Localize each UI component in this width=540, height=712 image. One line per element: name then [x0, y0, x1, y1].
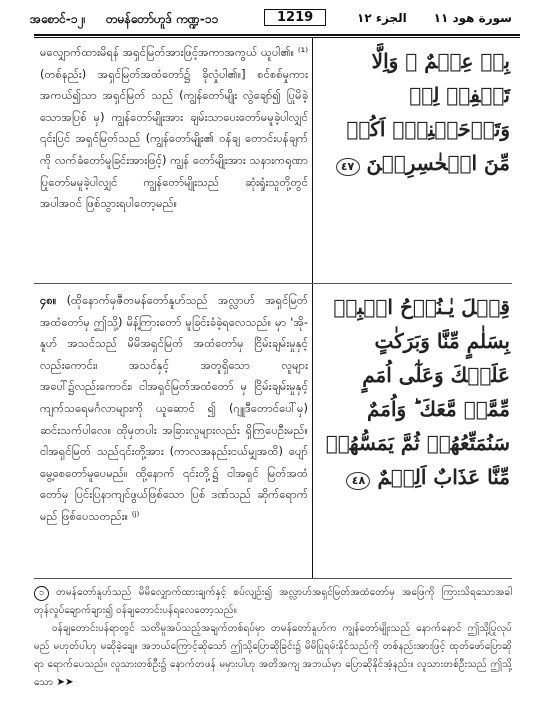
header-divider — [34, 34, 520, 36]
translation-text: (ထိုနောက်မှဇီတမန်တော်နူဟ်သည် အလ္လာဟ် အရှင်မြတ် အထံတော်မှ ဤသို့) မိန့်ကြားတော် မူခြင်းခံခဲ့ရလေသည်။ မှာ 'အို-နူဟ် အသင်သည် မိမိအရှင်မြတ် အထံတော်မှ ငြိမ်းချမ်းမှုနှင့်လည်းကောင်း၊ အသင်နှင့် အတူရှိသော လူများအပေါ်၌လည်းကောင်း၊ ငါအရှင်မြတ်အထံတော် မှ ငြိမ်းချမ်းမှုနှင့် ကျက်သရေမင်္ဂလာများကို ယူဆောင် ၍ (ဂျူဒီတောင်ပေါ်မှ) ဆင်းသက်ပါလေ။ ထိုမှတပါး အခြားလူများလည်း ရှိကြပေဦးမည်။ ငါအရှင်မြတ် သည်၎င်းတို့အား (ကာလအနည်းငယ်မျှအထိ) ပျော် မွေ့စေတော်မူပေမည်။ ထို့နောက် ၎င်းတို့၌ ငါအရှင် မြတ်အထံတော်မှ ပြင်းပြနာကျင်ဖွယ်ဖြစ်သော ပြစ် ဒဏ်သည် ဆိုက်ရောက်မည် ဖြစ်ပေသတည်း။ ⁽ʲ⁾ — [40, 293, 309, 523]
header-section-title: တမန်တော်ဟူဒ် ကဏ္ဍ-၁၁ — [106, 12, 219, 26]
ayah-number-marker: ٤٨ — [346, 472, 370, 490]
arabic-verse-48 — [318, 290, 510, 489]
arabic-text: قِيۡلَ يٰـنُوۡحُ اهۡبِطۡ بِسَلٰمٍ مِّنَّا وَبَرَكٰتٍ عَلَيۡكَ وَعَلٰٓى اُمَمٍ مِّمَّنۡ مَّعَكَ ؕ وَاُمَمٌ سَنُمَتِّعُهُمۡ ثُمَّ يَمَسُّهُمۡ مِّنَّا عَذَابٌ اَلِيۡمٌ — [325, 295, 510, 489]
page-header — [22, 8, 518, 30]
arabic-verse-47 — [318, 44, 510, 175]
header-juz: الجزء ١٢ — [357, 11, 407, 25]
footnote-line-1: တမန်တော်နူဟ်သည် မိမိလျှောက်ထားချက်နှင့် စပ်လျဉ်း၍ အလ္လာဟ်အရှင်မြတ်အထံတော်မှ အဖြေကို ကြားသိရသောအခါ တုန်လှုပ်ချောက်ချား၍ ဝန်ချတောင်းပန်ရလေတော့သည်။ — [34, 587, 512, 616]
verse-label: ၄၈။ — [40, 293, 57, 307]
arabic-text: بِهٖ عِلۡمٌ ۗ وَاِلَّا تَغۡفِرۡ لِىۡ وَتَرۡحَمۡنِىۡۤ اَكُنۡ مِّنَ الۡخٰسِرِيۡنَ — [346, 49, 510, 175]
footnote — [34, 584, 512, 692]
footnote-marker: ၁ — [34, 586, 49, 601]
header-volume: အစောင်-၁၂၊ — [30, 12, 86, 26]
footnote-line-2: ဝန်ချတောင်းပန်ရာတွင် သတိမူအပ်သည့်အချက်တစ်ရပ်မှာ တမန်တော်နူဟ်က ကျွန်တော်မျိုးသည် နောက်နောင် ဤသို့ပြုလုပ်မည် မဟုတ်ပါဟု မဆိုခဲ့ချေ။ အဘယ်ကြောင့်ဆိုသော် ဤသို့ပြောဆိုခြင်း၌ မိမိပြုရမ်းနိုင်သည်ကို တစ်နည်းအားဖြင့် ထုတ်ဖော်ပြောဆိုရာ ရောက်ပေသည်။ လူသားတစ်ဦး၌ နောက်တဖန် မမှားပါဟု အတိအကျ အဘယ်မှာ ပြောဆိုနိုင်အံ့နည်း။ လူသားတစ်ဦးသည် ဤသို့သော ➤➤ — [34, 623, 512, 688]
header-surah: سورة هود ١١ — [433, 11, 512, 25]
header-divider-thin — [34, 37, 520, 38]
translation-verse-47: မလျှောက်ထားမိရန် အရှင်မြတ်အားဖြင့်အကာအကွယ် ယူပါ၏။ ⁽¹⁾ (တစ်နည်း) အရှင်မြတ်အထံတော်၌ ခိုလှုံပါ၏။] စင်စစ်မှုကား အကယ်၍သာ အရှင်မြတ် သည် (ကျွန်တော်မျိုး လွဲချော်၍ ပြုမိခဲ့သောအပြစ် မှ) ကျွန်တော်မျိုးအား ချမ်းသာပေးတော်မမူခဲ့ပါလျှင် ၎င်းပြင် အရှင်မြတ်သည် (ကျွန်တော်မျိုး၏ ဝန်ချ တောင်းပန်ချက်ကို လက်ခံတော်မူခြင်းအားဖြင့်) ကျွန် တော်မျိုးအား သနားကရုဏာ ပြုတော်မမူခဲ့ပါလျှင် ကျွန်တော်မျိုးသည် ဆုံးရှုံးသူတို့တွင် အပါအဝင် ဖြစ်သွားရပါတော့မည်။ — [40, 45, 308, 211]
ayah-number-marker: ٤٧ — [336, 158, 360, 176]
translation-verse-48 — [40, 290, 308, 566]
verse-separator — [34, 283, 512, 284]
page-number: 1219 — [264, 9, 326, 26]
column-divider — [312, 38, 313, 578]
footnote-divider — [34, 578, 512, 579]
